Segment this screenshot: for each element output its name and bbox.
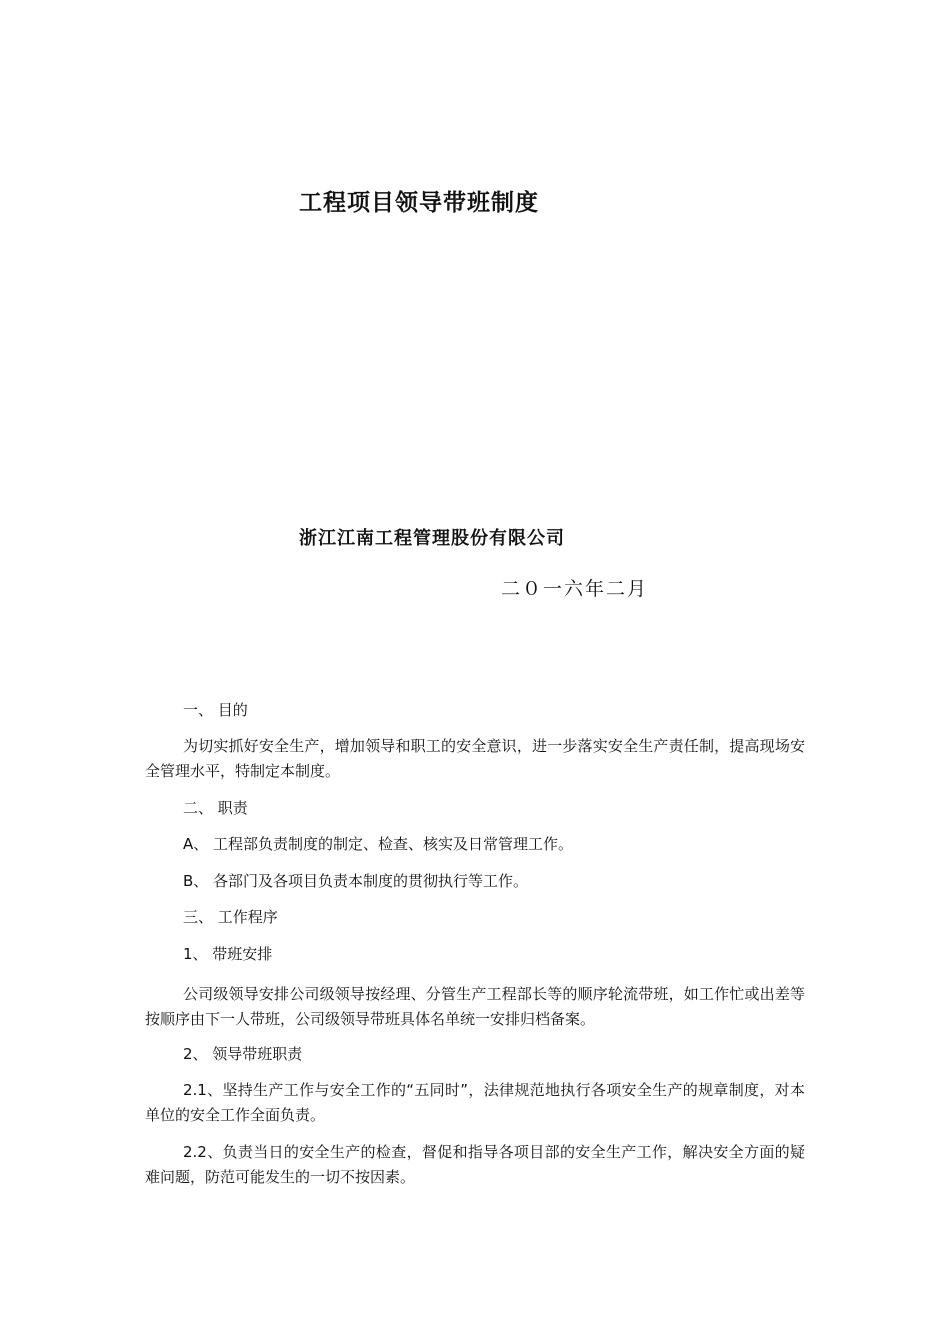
procedure-item-2-heading: 2、 领导带班职责: [183, 1045, 303, 1063]
document-title: 工程项目领导带班制度: [299, 190, 539, 216]
duty-item-b: B、 各部门及各项目负责本制度的贯彻执行等工作。: [183, 872, 529, 890]
document-date: 二０一六年二月: [501, 578, 649, 600]
paragraph-purpose: 为切实抓好安全生产，增加领导和职工的安全意识，进一步落实安全生产责任制，提高现场安全管理水平，特制定本制度。: [145, 737, 805, 780]
paragraph-duty-2-2: 2.2、负责当日的安全生产的检查，督促和指导各项目部的安全生产工作，解决安全方面的疑难问题，防范可能发生的一切不按因素。: [145, 1143, 805, 1186]
section-heading-duties: 二、 职责: [183, 799, 248, 817]
section-heading-purpose: 一、 目的: [183, 701, 248, 719]
section-heading-procedure: 三、 工作程序: [183, 908, 278, 926]
paragraph-schedule: 公司级领导安排公司级领导按经理、分管生产工程部长等的顺序轮流带班，如工作忙或出差等按顺序由下一人带班，公司级领导带班具体名单统一安排归档备案。: [145, 985, 805, 1028]
company-name: 浙江江南工程管理股份有限公司: [299, 528, 565, 549]
duty-item-a: A、 工程部负责制度的制定、检查、核实及日常管理工作。: [183, 835, 574, 853]
procedure-item-1-heading: 1、 带班安排: [183, 945, 273, 963]
paragraph-duty-2-1: 2.1、坚持生产工作与安全工作的“五同时”，法律规范地执行各项安全生产的规章制度，对本单位的安全工作全面负责。: [145, 1081, 805, 1124]
